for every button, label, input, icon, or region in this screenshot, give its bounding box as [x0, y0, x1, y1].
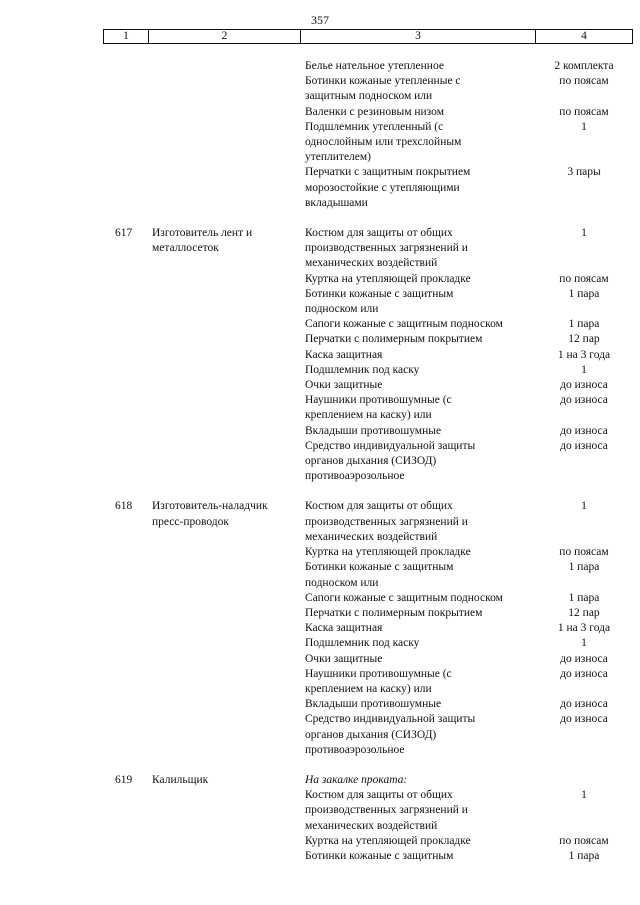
ppe-item-name-line: Очки защитные [305, 379, 383, 392]
norms-table-body [0, 59, 640, 864]
column-header-row [103, 29, 633, 44]
ppe-item-name-line: механических воздействий [305, 819, 438, 832]
column-header-4: 4 [581, 30, 587, 42]
ppe-item-name [305, 348, 530, 363]
occupation-line: металлосеток [152, 242, 219, 255]
ppe-item [305, 606, 635, 621]
ppe-item-name-line: механических воздействий [305, 257, 438, 270]
ppe-item-name [305, 287, 530, 317]
ppe-item-name [305, 59, 530, 74]
ppe-item-quantity: 12 пар [568, 333, 600, 346]
ppe-item-name [305, 697, 530, 712]
ppe-item [305, 545, 635, 560]
ppe-item-name [305, 545, 530, 560]
ppe-item [305, 120, 635, 166]
ppe-list [305, 59, 635, 211]
ppe-item-name-line: производственных загрязнений и [305, 242, 468, 255]
ppe-list [305, 226, 635, 484]
ppe-item [305, 621, 635, 636]
ppe-item [305, 393, 635, 423]
ppe-item-name-line: Костюм для защиты от общих [305, 789, 453, 802]
ppe-item [305, 363, 635, 378]
ppe-item-quantity: по поясам [559, 834, 609, 847]
ppe-item-name [305, 378, 530, 393]
ppe-item-name [305, 393, 530, 423]
ppe-item-name-line: Средство индивидуальной защиты [305, 439, 476, 452]
ppe-item-name-line: механических воздействий [305, 530, 438, 543]
ppe-item-quantity: 3 пары [567, 166, 601, 179]
ppe-item-name-line: Подшлемник под каску [305, 637, 420, 650]
ppe-item-name [305, 636, 530, 651]
column-header-1: 1 [104, 30, 149, 43]
ppe-item-name [305, 591, 530, 606]
occupation-name [152, 773, 292, 788]
ppe-item-name-line: органов дыхания (СИЗОД) [305, 455, 437, 468]
ppe-item-quantity: до износа [560, 713, 608, 726]
item-number: 617 [115, 227, 133, 240]
ppe-item-name [305, 226, 530, 272]
ppe-item-name [305, 712, 530, 758]
ppe-item-quantity: 1 [581, 637, 587, 650]
ppe-item-name [305, 272, 530, 287]
ppe-item-quantity: 1 пара [568, 591, 600, 604]
ppe-item [305, 834, 635, 849]
ppe-item-name-line: креплением на каску) или [305, 409, 432, 422]
ppe-item-name [305, 332, 530, 347]
ppe-item-name-line: морозостойкие с утепляющими [305, 181, 460, 194]
ppe-list [305, 499, 635, 757]
ppe-item-quantity: 1 пара [568, 287, 600, 300]
ppe-item-name [305, 363, 530, 378]
ppe-item [305, 287, 635, 317]
ppe-item [305, 272, 635, 287]
ppe-item-name [305, 439, 530, 485]
ppe-item-name-line: производственных загрязнений и [305, 515, 468, 528]
ppe-item-quantity: по поясам [559, 546, 609, 559]
ppe-item-name-line: однослойным или трехслойным [305, 136, 462, 149]
ppe-item-quantity: до износа [560, 394, 608, 407]
ppe-item [305, 105, 635, 120]
table-row [0, 226, 640, 484]
ppe-item [305, 499, 635, 545]
ppe-item-name-line: утеплителем) [305, 151, 372, 164]
ppe-item-name-line: Очки защитные [305, 652, 383, 665]
ppe-item-name-line: Ботинки кожаные с защитным [305, 287, 454, 300]
ppe-item-quantity: 1 [581, 363, 587, 376]
ppe-item-name [305, 652, 530, 667]
ppe-item-name-line: креплением на каску) или [305, 682, 432, 695]
ppe-item-name [305, 667, 530, 697]
ppe-item-name-line: Наушники противошумные (с [305, 667, 452, 680]
ppe-item-quantity: до износа [560, 652, 608, 665]
ppe-item-name-line: вкладышами [305, 196, 368, 209]
ppe-item-quantity: 1 пара [568, 849, 600, 862]
ppe-item-name [305, 834, 530, 849]
ppe-item [305, 332, 635, 347]
ppe-list [305, 773, 635, 864]
ppe-item [305, 636, 635, 651]
occupation-name [152, 499, 292, 529]
column-header-2: 2 [149, 30, 301, 43]
ppe-item [305, 591, 635, 606]
ppe-item-quantity: 1 [581, 789, 587, 802]
ppe-item-quantity: по поясам [559, 75, 609, 88]
ppe-item-quantity: 1 [581, 227, 587, 240]
ppe-item-name-line: Сапоги кожаные с защитным подноском [305, 318, 503, 331]
ppe-item-quantity: 12 пар [568, 606, 600, 619]
column-header-3: 3 [301, 30, 536, 43]
ppe-item-quantity: 2 комплекта [554, 60, 614, 72]
ppe-item-name-line: органов дыхания (СИЗОД) [305, 728, 437, 741]
ppe-item-name-line: Наушники противошумные (с [305, 394, 452, 407]
ppe-item-quantity: 1 на 3 года [557, 348, 611, 361]
ppe-item-quantity: 1 пара [568, 561, 600, 574]
ppe-item-name [305, 560, 530, 590]
ppe-item [305, 667, 635, 697]
ppe-item-name-line: подноском или [305, 576, 379, 589]
ppe-item-name [305, 165, 530, 211]
ppe-item-quantity: до износа [560, 439, 608, 452]
ppe-item-name [305, 788, 530, 834]
ppe-item-name [305, 120, 530, 166]
ppe-item-name-line: Каска защитная [305, 622, 383, 635]
occupation-line: Изготовитель-наладчик [152, 500, 268, 513]
table-row [0, 773, 640, 864]
ppe-item-name-line: подноском или [305, 303, 379, 316]
ppe-item-name-line: Перчатки с полимерным покрытием [305, 333, 483, 346]
ppe-item-name-line: Валенки с резиновым низом [305, 105, 444, 118]
occupation-name [152, 226, 292, 256]
ppe-item-name-line: Куртка на утепляющей прокладке [305, 834, 471, 847]
ppe-item-quantity: до износа [560, 698, 608, 711]
ppe-item-name [305, 74, 530, 104]
ppe-item-name-line: Подшлемник под каску [305, 363, 420, 376]
ppe-item-quantity: 1 на 3 года [557, 622, 611, 635]
ppe-item-name-line: противоаэрозольное [305, 470, 405, 483]
ppe-item-name-line: Вкладыши противошумные [305, 698, 442, 711]
occupation-line: Калильщик [152, 773, 209, 786]
ppe-item [305, 652, 635, 667]
ppe-item-quantity: до износа [560, 667, 608, 680]
ppe-item [305, 226, 635, 272]
ppe-item [305, 697, 635, 712]
ppe-item-quantity: по поясам [559, 272, 609, 285]
occupation-line: Изготовитель лент и [152, 227, 253, 240]
ppe-item-name-line: Ботинки кожаные с защитным [305, 849, 454, 862]
ppe-item-name-line: Вкладыши противошумные [305, 424, 442, 437]
ppe-item-name-line: Ботинки кожаные с защитным [305, 561, 454, 574]
page-number: 357 [311, 13, 329, 27]
ppe-item-name-line: Белье нательное утепленное [305, 60, 444, 72]
ppe-item-quantity: 1 [581, 500, 587, 513]
ppe-item-name [305, 606, 530, 621]
ppe-item-name [305, 105, 530, 120]
ppe-item [305, 348, 635, 363]
ppe-item-quantity: 1 пара [568, 318, 600, 331]
ppe-item [305, 439, 635, 485]
item-number: 618 [115, 500, 133, 513]
ppe-item-quantity: до износа [560, 424, 608, 437]
ppe-item [305, 317, 635, 332]
ppe-item-name-line: Каска защитная [305, 348, 383, 361]
ppe-item-name-line: защитным подноском или [305, 90, 433, 103]
section-subheading: На закалке проката: [305, 773, 408, 786]
ppe-item-name-line: производственных загрязнений и [305, 804, 468, 817]
ppe-item [305, 560, 635, 590]
ppe-item-name-line: Куртка на утепляющей прокладке [305, 272, 471, 285]
ppe-item-name-line: противоаэрозольное [305, 743, 405, 756]
table-row [0, 59, 640, 211]
ppe-item [305, 74, 635, 104]
ppe-item-name-line: Ботинки кожаные утепленные с [305, 75, 461, 88]
occupation-line: пресс-проводок [152, 515, 229, 528]
ppe-item-name-line: Костюм для защиты от общих [305, 500, 453, 513]
ppe-item-name [305, 499, 530, 545]
ppe-item-name [305, 424, 530, 439]
ppe-item-name-line: Перчатки с полимерным покрытием [305, 606, 483, 619]
ppe-item-name-line: Куртка на утепляющей прокладке [305, 546, 471, 559]
ppe-item [305, 849, 635, 864]
ppe-item [305, 378, 635, 393]
ppe-item-name [305, 317, 530, 332]
ppe-item-name [305, 621, 530, 636]
ppe-item-quantity: 1 [581, 120, 587, 133]
ppe-item-name-line: Средство индивидуальной защиты [305, 713, 476, 726]
ppe-item-name-line: Костюм для защиты от общих [305, 227, 453, 240]
ppe-item [305, 712, 635, 758]
ppe-item-name-line: Перчатки с защитным покрытием [305, 166, 471, 179]
ppe-item-name-line: Сапоги кожаные с защитным подноском [305, 591, 503, 604]
item-number: 619 [115, 773, 133, 786]
ppe-item-name-line: Подшлемник утепленный (с [305, 120, 444, 133]
ppe-item [305, 424, 635, 439]
ppe-item-name [305, 849, 530, 864]
ppe-item-quantity: по поясам [559, 105, 609, 118]
table-row [0, 499, 640, 757]
ppe-item [305, 59, 635, 74]
ppe-item-quantity: до износа [560, 379, 608, 392]
ppe-item [305, 788, 635, 834]
ppe-item [305, 165, 635, 211]
